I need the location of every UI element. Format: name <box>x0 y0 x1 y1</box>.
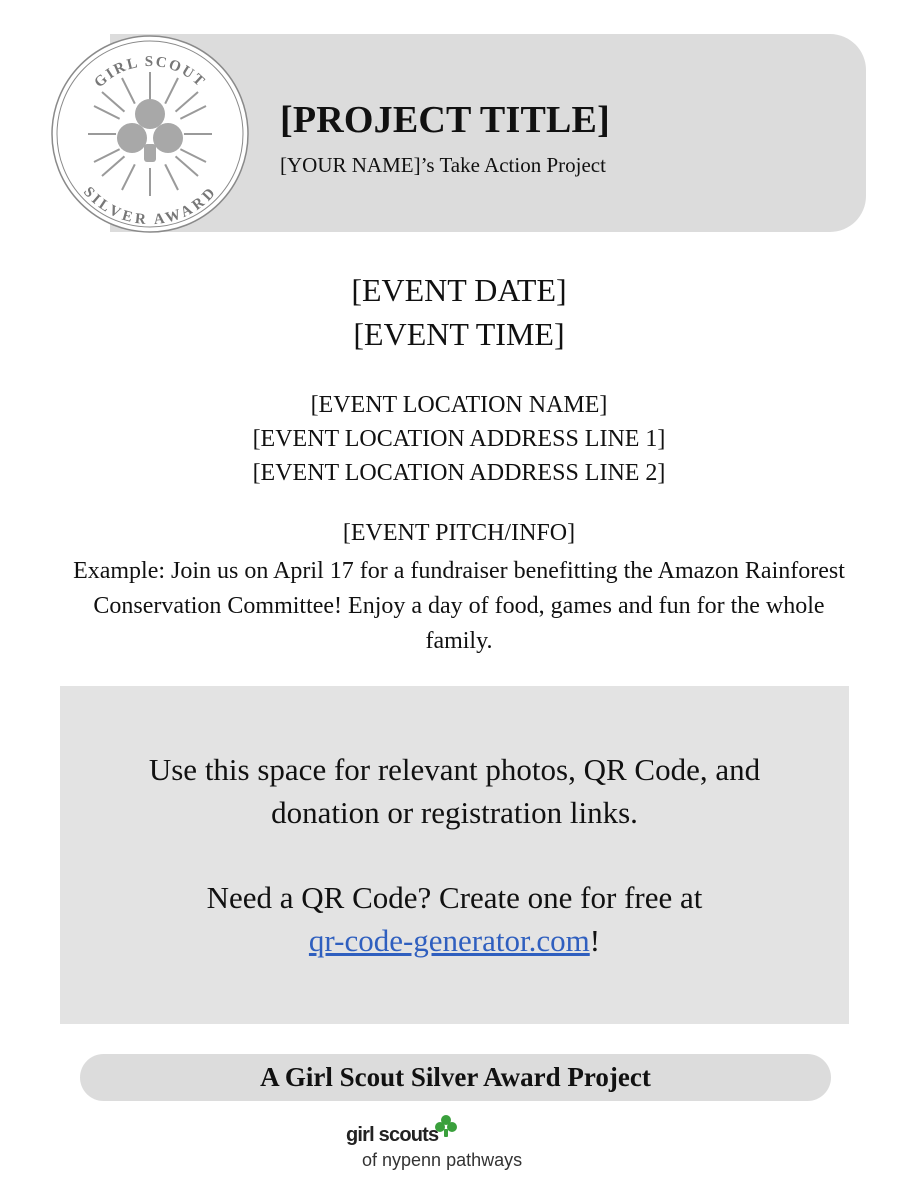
badge-bottom-text: SILVER AWARD <box>80 183 220 228</box>
qr-code-generator-link[interactable]: qr-code-generator.com <box>308 923 590 958</box>
event-time: [EVENT TIME] <box>353 316 565 352</box>
logo-council-text: of nypenn pathways <box>362 1150 523 1170</box>
qr-link-suffix: ! <box>589 923 601 958</box>
logo-brand-text: girl scouts <box>346 1124 439 1146</box>
project-title: [PROJECT TITLE] <box>280 99 610 141</box>
girl-scouts-logo <box>346 1114 566 1174</box>
event-address-line-2: [EVENT LOCATION ADDRESS LINE 2] <box>252 460 666 486</box>
photo-placeholder-box <box>60 686 849 1024</box>
photo-box-line-2: donation or registration links. <box>271 795 638 830</box>
event-date: [EVENT DATE] <box>351 272 567 308</box>
badge-top-text: GIRL SCOUT <box>91 53 209 91</box>
event-address-line-1: [EVENT LOCATION ADDRESS LINE 1] <box>252 426 666 452</box>
event-pitch-heading: [EVENT PITCH/INFO] <box>342 520 576 546</box>
photo-box-line-1: Use this space for relevant photos, QR Code, and <box>148 752 761 787</box>
event-location-name: [EVENT LOCATION NAME] <box>310 392 608 418</box>
project-subtitle: [YOUR NAME]’s Take Action Project <box>280 153 606 177</box>
qr-link-line <box>60 923 849 959</box>
footer-banner: A Girl Scout Silver Award Project <box>80 1054 831 1101</box>
qr-code-prompt: Need a QR Code? Create one for free at <box>206 880 703 915</box>
event-pitch-example: Example: Join us on April 17 for a fundraiser benefitting the Amazon Rainforest Conservation Committee! Enjoy a day of food, games and fun for the whole family. <box>73 558 845 654</box>
silver-award-badge <box>50 34 250 234</box>
